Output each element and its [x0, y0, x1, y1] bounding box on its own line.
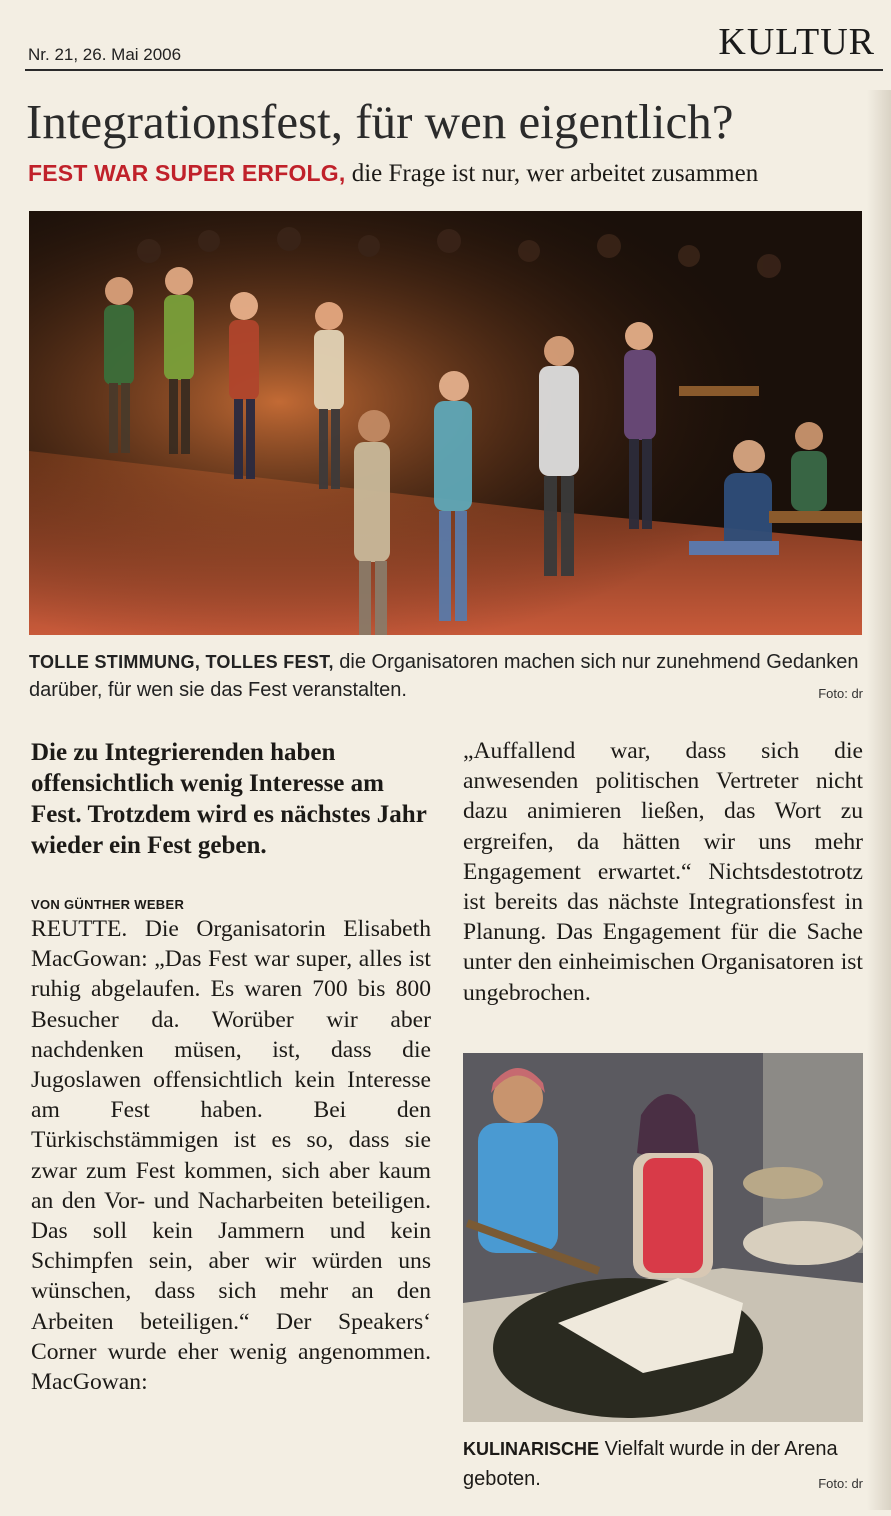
main-caption-lead: TOLLE STIMMUNG, TOLLES FEST,	[29, 652, 334, 672]
article-column-right	[463, 734, 863, 1008]
subheadline	[28, 160, 758, 188]
page-edge-shadow	[867, 90, 891, 1510]
kicker: FEST WAR SUPER ERFOLG,	[28, 160, 346, 186]
headline: Integrationsfest, für wen eigentlich?	[26, 94, 734, 149]
header-rule	[25, 69, 883, 71]
body-text-right: „Auffallend war, dass sich die anwesenden politischen Vertreter nicht dazu animieren ließen, das Wort zu ergreifen, da hätten wir uns mehr Engagement erwartet.“ Nichtsdestotrotz ist bereits das nächste Integrationsfest in Planung. Das Engagement für die Sache unter den einheimischen Organisatoren ist ungebrochen.	[463, 738, 863, 1006]
festival-dance-photo	[29, 211, 862, 635]
issue-date: Nr. 21, 26. Mai 2006	[28, 45, 182, 64]
food-preparation-photo	[463, 1053, 863, 1422]
food-photo-credit: Foto: dr	[818, 1476, 863, 1491]
main-photo-credit: Foto: dr	[818, 686, 863, 701]
main-photo-caption	[29, 648, 862, 704]
article-column-left	[31, 737, 431, 1397]
food-caption-lead: KULINARISCHE	[463, 1439, 600, 1459]
section-title: KULTUR	[718, 21, 875, 63]
subheadline-text: die Frage ist nur, wer arbeitet zusammen	[345, 160, 759, 187]
article-lede: Die zu Integrierenden haben offensichtlich wenig Interesse am Fest. Trotzdem wird es nächstes Jahr wieder ein Fest geben.	[31, 739, 427, 859]
body-text-left: REUTTE. Die Organisatorin Elisabeth MacGowan: „Das Fest war super, alles ist ruhig abgelaufen. Es waren 700 bis 800 Besucher da. Worüber wir aber nachdenken müsen, ist, dass die Jugoslawen offensichtlich kein Interesse am Fest haben. Bei den Türkischstämmigen ist es so, dass sie zwar zum Fest kommen, sich aber kaum an den Vor- und Nacharbeiten beteiligen. Das soll kein Jammern und kein Schimpfen sein, aber wir würden uns wünschen, dass sich mehr an den Arbeiten beteiligen.“ Der Speakers‘ Corner wurde eher wenig angenommen. MacGowan:	[31, 916, 431, 1396]
food-caption-text: Vielfalt wurde in der Arena geboten.	[463, 1438, 838, 1490]
main-caption-text: die Organisatoren machen sich nur zunehmend Gedanken darüber, für wen sie das Fest veranstalten.	[29, 651, 859, 701]
byline: VON GÜNTHER WEBER	[31, 897, 185, 912]
food-photo-caption	[463, 1434, 863, 1494]
